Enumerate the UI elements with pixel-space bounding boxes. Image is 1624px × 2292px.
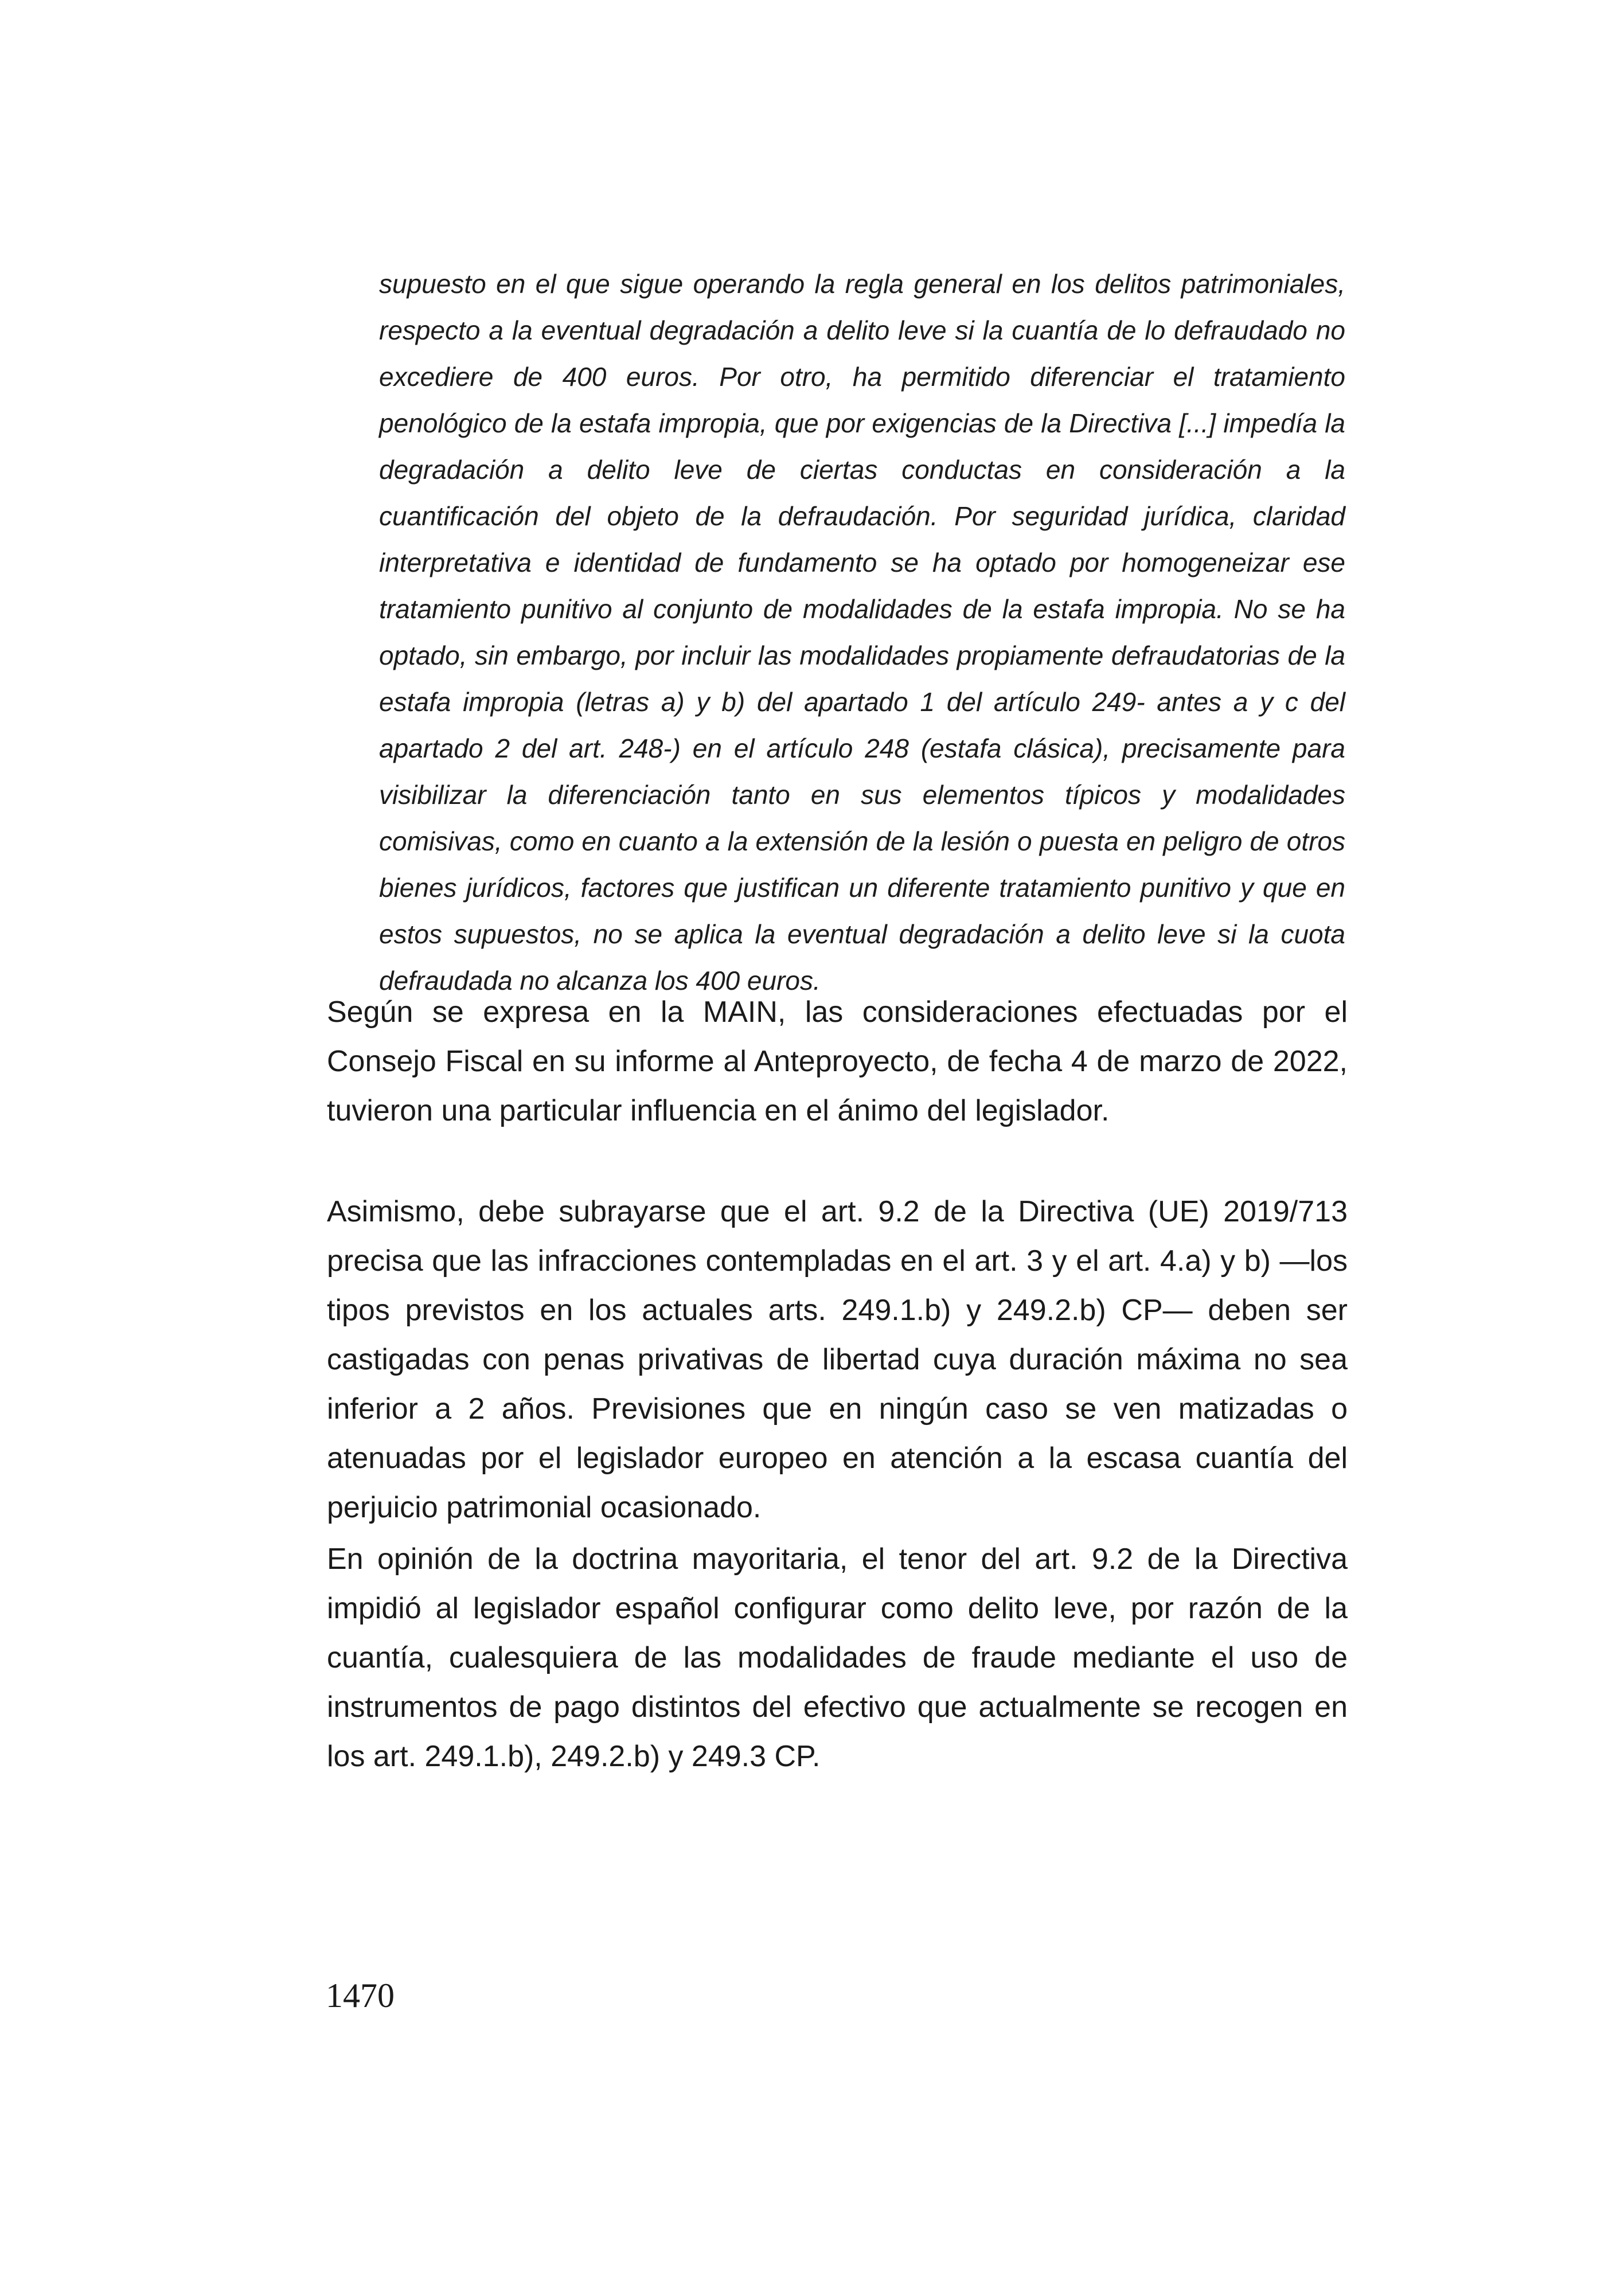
body-paragraph-doctrine: En opinión de la doctrina mayoritaria, el tenor del art. 9.2 de la Directiva impidió al legislador español configurar como delito leve, por razón de la cuantía, cualesquiera de las modalidades de fraude mediante el uso de instrumentos de pago distintos del efectivo que actualmente se recogen en los art. 249.1.b), 249.2.b) y 249.3 CP.: [327, 1543, 1348, 1773]
body-paragraph-main: Según se expresa en la MAIN, las consideraciones efectuadas por el Consejo Fiscal en su informe al Anteproyecto, de fecha 4 de marzo de 2022, tuvieron una particular influencia en el ánimo del legislador.: [327, 995, 1348, 1127]
page-number: 1470: [326, 1977, 395, 2014]
quoted-text-block: supuesto en el que sigue operando la regla general en los delitos patrimoniales, respecto a la eventual degradación a delito leve si la cuantía de lo defraudado no excediere de 400 euros. Por otro, ha permitido diferenciar el tratamiento penológico de la estafa impropia, que por exigencias de la Directiva [...] impedía la degradación a delito leve de ciertas conductas en consideración a la cuantificación del objeto de la defraudación. Por seguridad jurídica, claridad interpretativa e identidad de fundamento se ha optado por homogeneizar ese tratamiento punitivo al conjunto de modalidades de la estafa impropia. No se ha optado, sin embargo, por incluir las modalidades propiamente defraudatorias de la estafa impropia (letras a) y b) del apartado 1 del artículo 249- antes a y c del apartado 2 del art. 248-) en el artículo 248 (estafa clásica), precisamente para visibilizar la diferenciación tanto en sus elementos típicos y modalidades comisivas, como en cuanto a la extensión de la lesión o puesta en peligro de otros bienes jurídicos, factores que justifican un diferente tratamiento punitivo y que en estos supuestos, no se aplica la eventual degradación a delito leve si la cuota defraudada no alcanza los 400 euros.: [379, 269, 1345, 995]
body-paragraph-directive: Asimismo, debe subrayarse que el art. 9.2 de la Directiva (UE) 2019/713 precisa que las infracciones contempladas en el art. 3 y el art. 4.a) y b) —los tipos previstos en los actuales arts. 249.1.b) y 249.2.b) CP— deben ser castigadas con penas privativas de libertad cuya duración máxima no sea inferior a 2 años. Previsiones que en ningún caso se ven matizadas o atenuadas por el legislador europeo en atención a la escasa cuantía del perjuicio patrimonial ocasionado.: [327, 1195, 1348, 1524]
